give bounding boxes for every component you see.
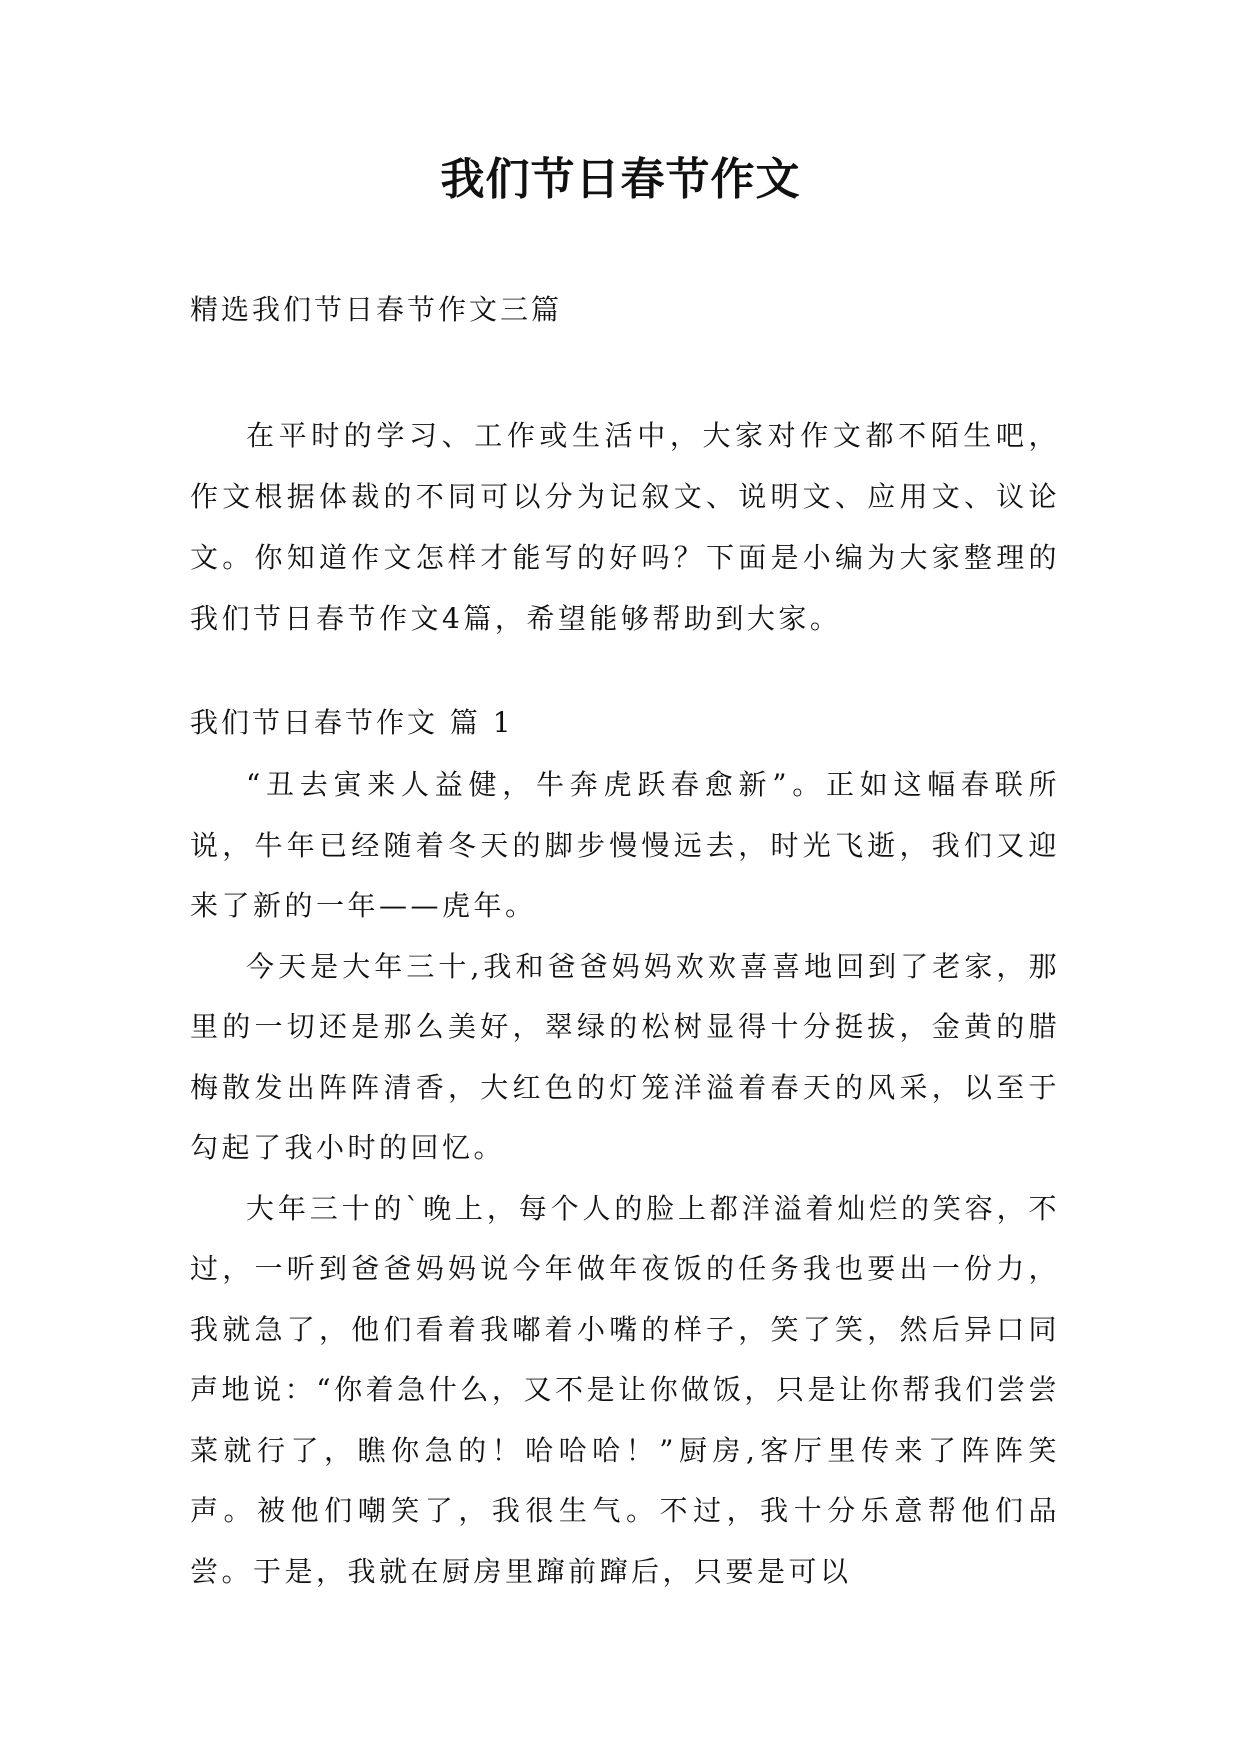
essay-body bbox=[190, 755, 1060, 1602]
essay-paragraph-1: “丑去寅来人益健，牛奔虎跃春愈新”。正如这幅春联所说，牛年已经随着冬天的脚步慢慢远去，时光飞逝，我们又迎来了新的一年——虎年。 bbox=[190, 768, 1060, 922]
intro-paragraph: 在平时的学习、工作或生活中，大家对作文都不陌生吧，作文根据体裁的不同可以分为记叙文、说明文、应用文、议论文。你知道作文怎样才能写的好吗？下面是小编为大家整理的我们节日春节作文4篇，希望能够帮助到大家。 bbox=[190, 419, 1060, 635]
section-heading: 我们节日春节作文 篇 1 bbox=[190, 706, 514, 739]
document-subtitle: 精选我们节日春节作文三篇 bbox=[190, 293, 563, 326]
essay-paragraph-3: 大年三十的`晚上，每个人的脸上都洋溢着灿烂的笑容，不过，一听到爸爸妈妈说今年做年夜饭的任务我也要出一份力，我就急了，他们看着我嘟着小嘴的样子，笑了笑，然后异口同声地说：“你着急什么，又不是让你做饭，只是让你帮我们尝尝菜就行了，瞧你急的！哈哈哈！”厨房,客厅里传来了阵阵笑声。被他们嘲笑了，我很生气。不过，我十分乐意帮他们品尝。于是，我就在厨房里蹿前蹿后，只要是可以 bbox=[190, 1191, 1060, 1588]
document-title: 我们节日春节作文 bbox=[440, 154, 801, 205]
essay-paragraph-2: 今天是大年三十,我和爸爸妈妈欢欢喜喜地回到了老家，那里的一切还是那么美好，翠绿的松树显得十分挺拔，金黄的腊梅散发出阵阵清香，大红色的灯笼洋溢着春天的风采，以至于勾起了我小时的回忆。 bbox=[190, 949, 1060, 1164]
